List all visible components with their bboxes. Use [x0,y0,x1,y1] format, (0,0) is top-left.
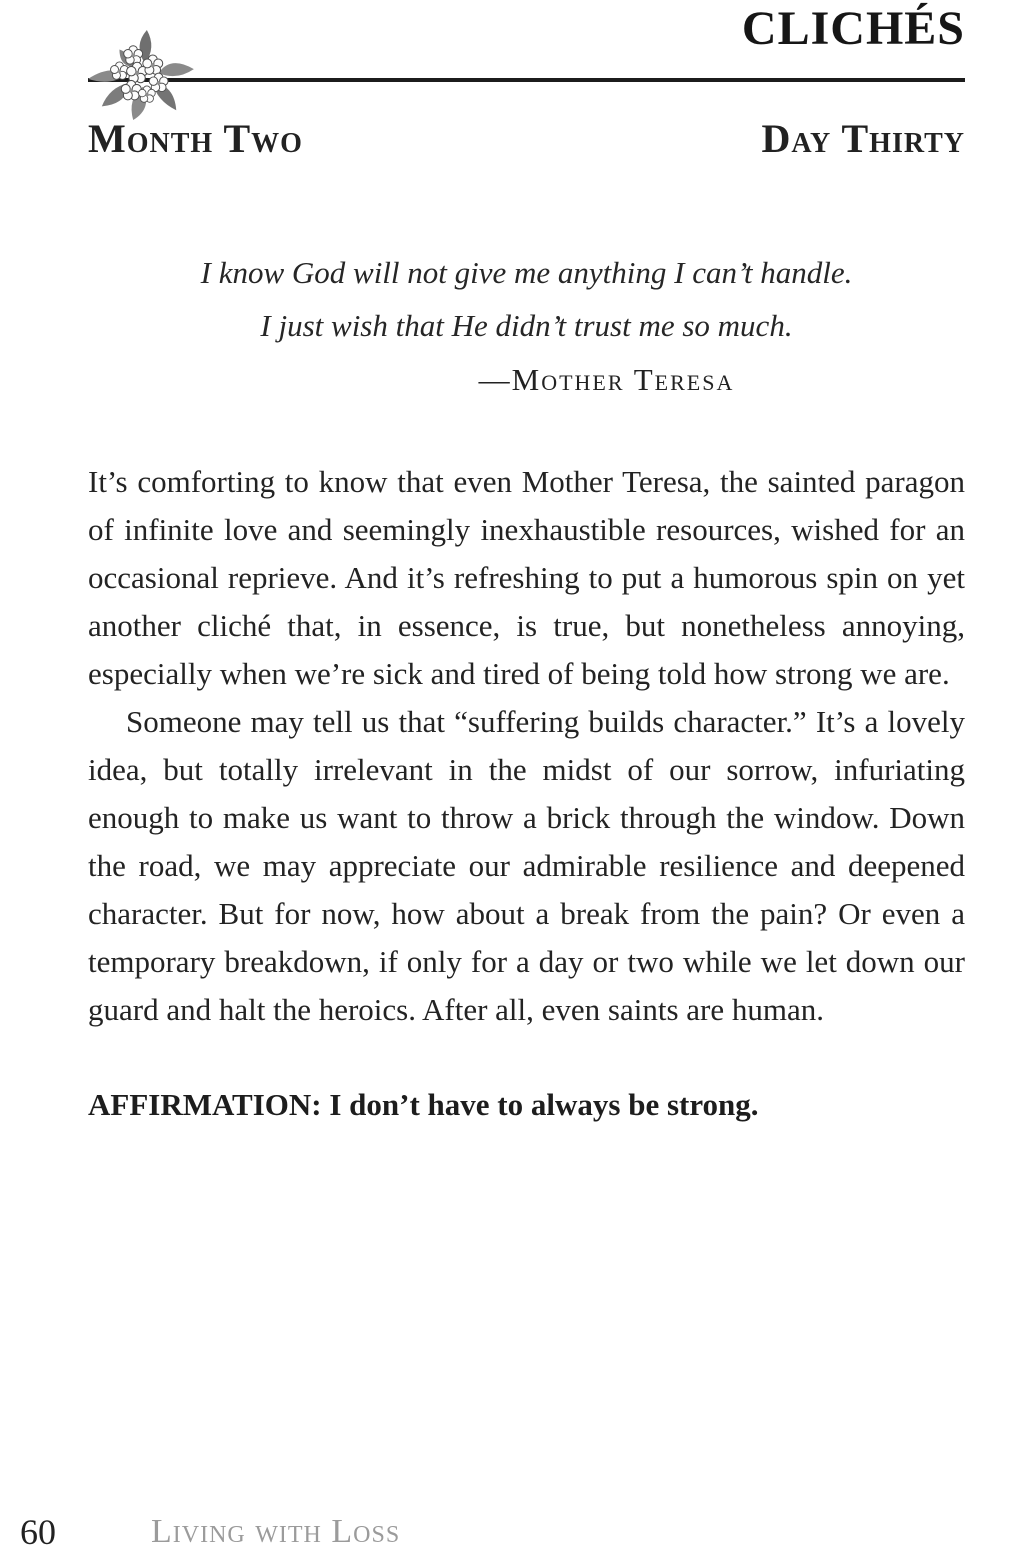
chapter-title: CLICHÉS [741,2,965,55]
quote-line-1: I know God will not give me anything I can’t handle. [200,255,853,290]
month-day-row [88,116,965,162]
month-label: Month Two [88,116,303,161]
flower-ornament-icon [82,28,200,122]
paragraph-1: It’s comforting to know that even Mother Teresa, the sainted paragon of infinite love and seemingly inexhaustible resources, wished for an occasional reprieve. And it’s refreshing to put a humorous spin on yet another cliché that, in essence, is true, but nonetheless annoying, especially when we’re sick and tired of being told how strong we are. [88,464,965,691]
header-rule [88,78,965,82]
quote-line-2: I just wish that He didn’t trust me so much. [260,308,793,343]
paragraph-2: Someone may tell us that “suffering builds character.” It’s a lovely idea, but totally irrelevant in the midst of our sorrow, infuriating enough to make us want to throw a brick through the window. Down the road, we may appreciate our admirable resilience and deepened character. But for now, how about a break from the pain? Or even a temporary breakdown, if only for a day or two while we let down our guard and halt the heroics. After all, even saints are human. [88,704,965,1027]
day-label: Day Thirty [761,116,965,161]
quote-attribution: —Mother Teresa [478,362,735,397]
affirmation-line: AFFIRMATION: I don’t have to always be strong. [88,1087,759,1122]
epigraph-quote [88,246,965,402]
page-header [88,0,965,162]
body-text [88,458,965,1128]
book-title: Living with Loss [151,1513,401,1550]
page-number: 60 [20,1512,56,1552]
